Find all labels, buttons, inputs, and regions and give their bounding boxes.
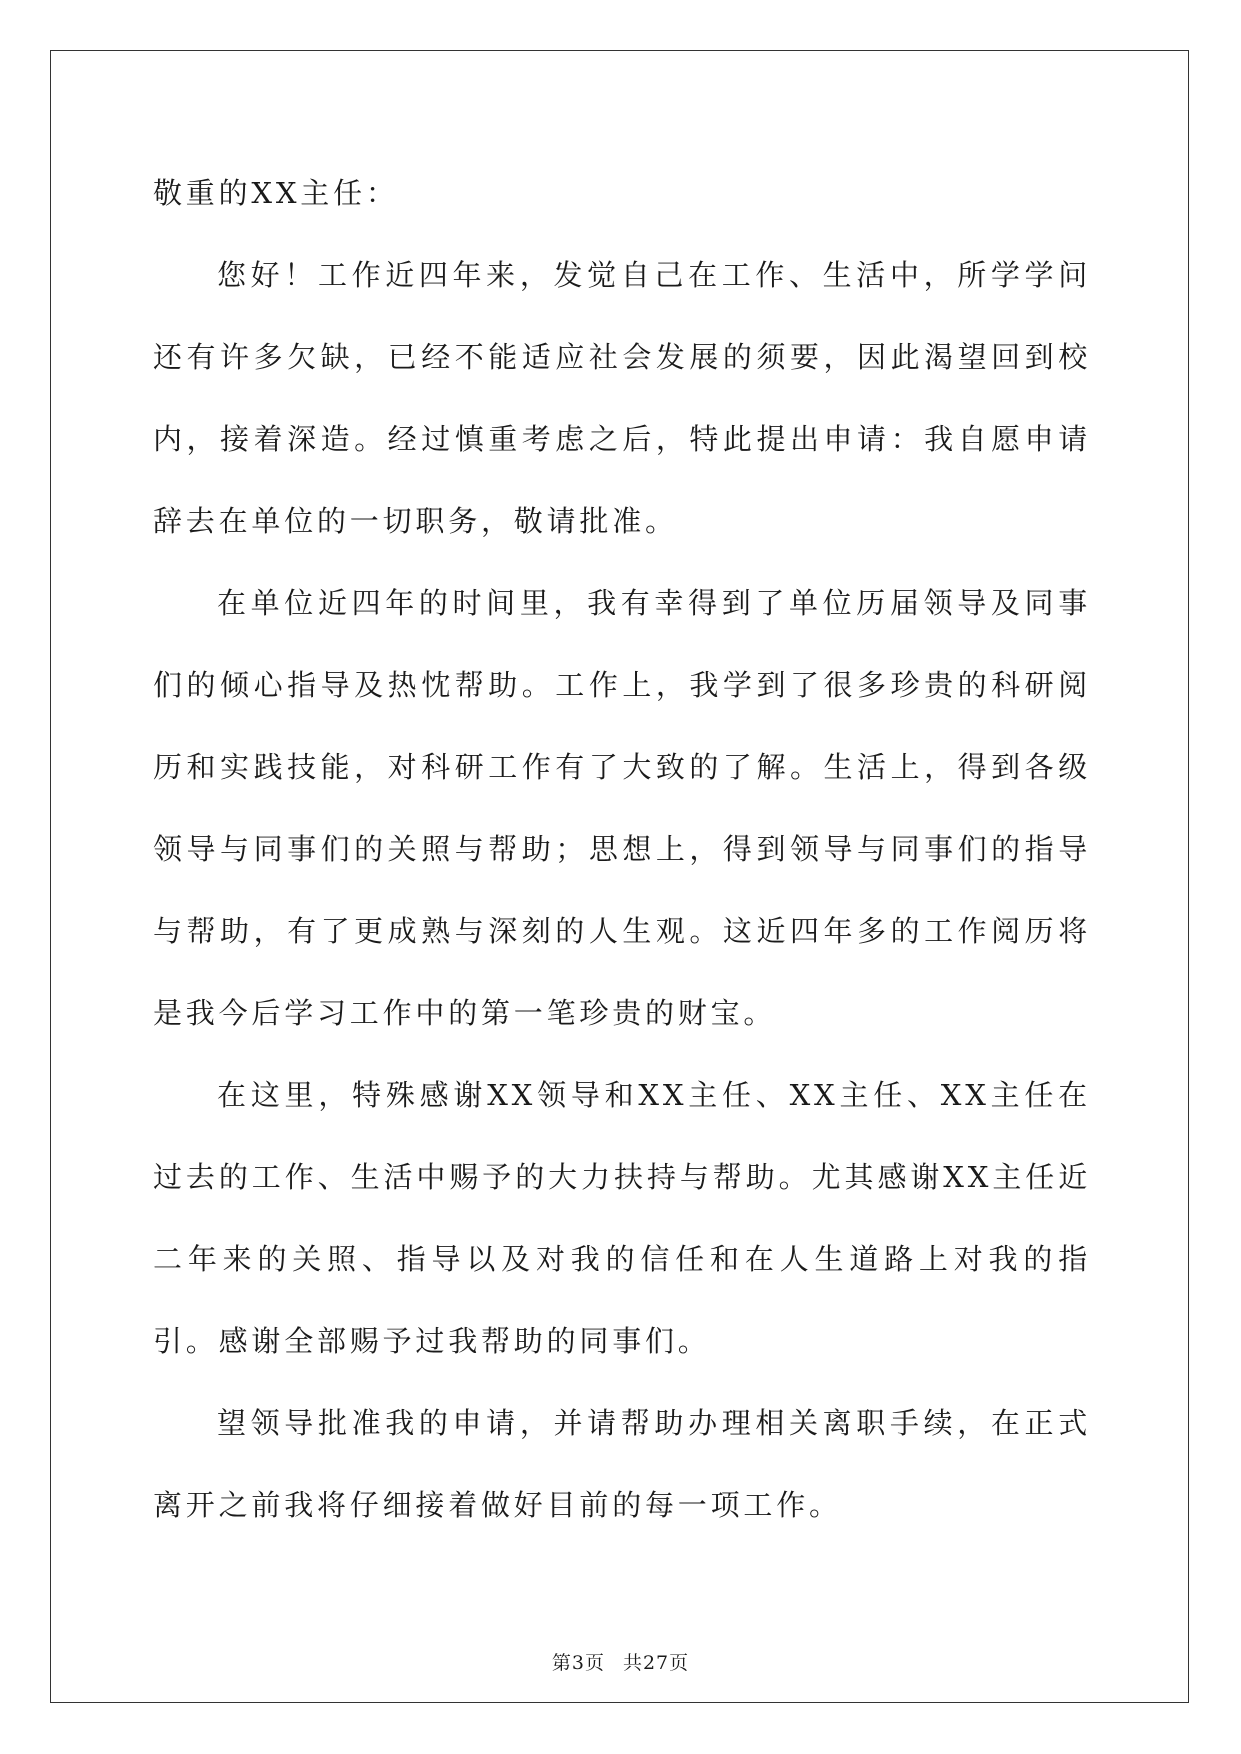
document-body <box>153 152 1091 1546</box>
paragraph-2: 在单位近四年的时间里，我有幸得到了单位历届领导及同事们的倾心指导及热忱帮助。工作上，我学到了很多珍贵的科研阅历和实践技能，对科研工作有了大致的了解。生活上，得到各级领导与同事们的关照与帮助；思想上，得到领导与同事们的指导与帮助，有了更成熟与深刻的人生观。这近四年多的工作阅历将是我今后学习工作中的第一笔珍贵的财宝。 <box>153 586 1091 1030</box>
paragraph-4: 望领导批准我的申请，并请帮助办理相关离职手续，在正式离开之前我将仔细接着做好目前的每一项工作。 <box>153 1406 1091 1522</box>
page-total: 共27页 <box>622 1652 690 1674</box>
page-footer <box>0 1648 1241 1675</box>
salutation: 敬重的XX主任： <box>153 176 399 210</box>
page-number: 第3页 <box>551 1652 605 1674</box>
paragraph-3: 在这里，特殊感谢XX领导和XX主任、XX主任、XX主任在过去的工作、生活中赐予的大力扶持与帮助。尤其感谢XX主任近二年来的关照、指导以及对我的信任和在人生道路上对我的指引。感谢全部赐予过我帮助的同事们。 <box>153 1078 1091 1358</box>
paragraph-1: 您好！工作近四年来，发觉自己在工作、生活中，所学学问还有许多欠缺，已经不能适应社会发展的须要，因此渴望回到校内，接着深造。经过慎重考虑之后，特此提出申请：我自愿申请辞去在单位的一切职务，敬请批准。 <box>153 258 1091 538</box>
